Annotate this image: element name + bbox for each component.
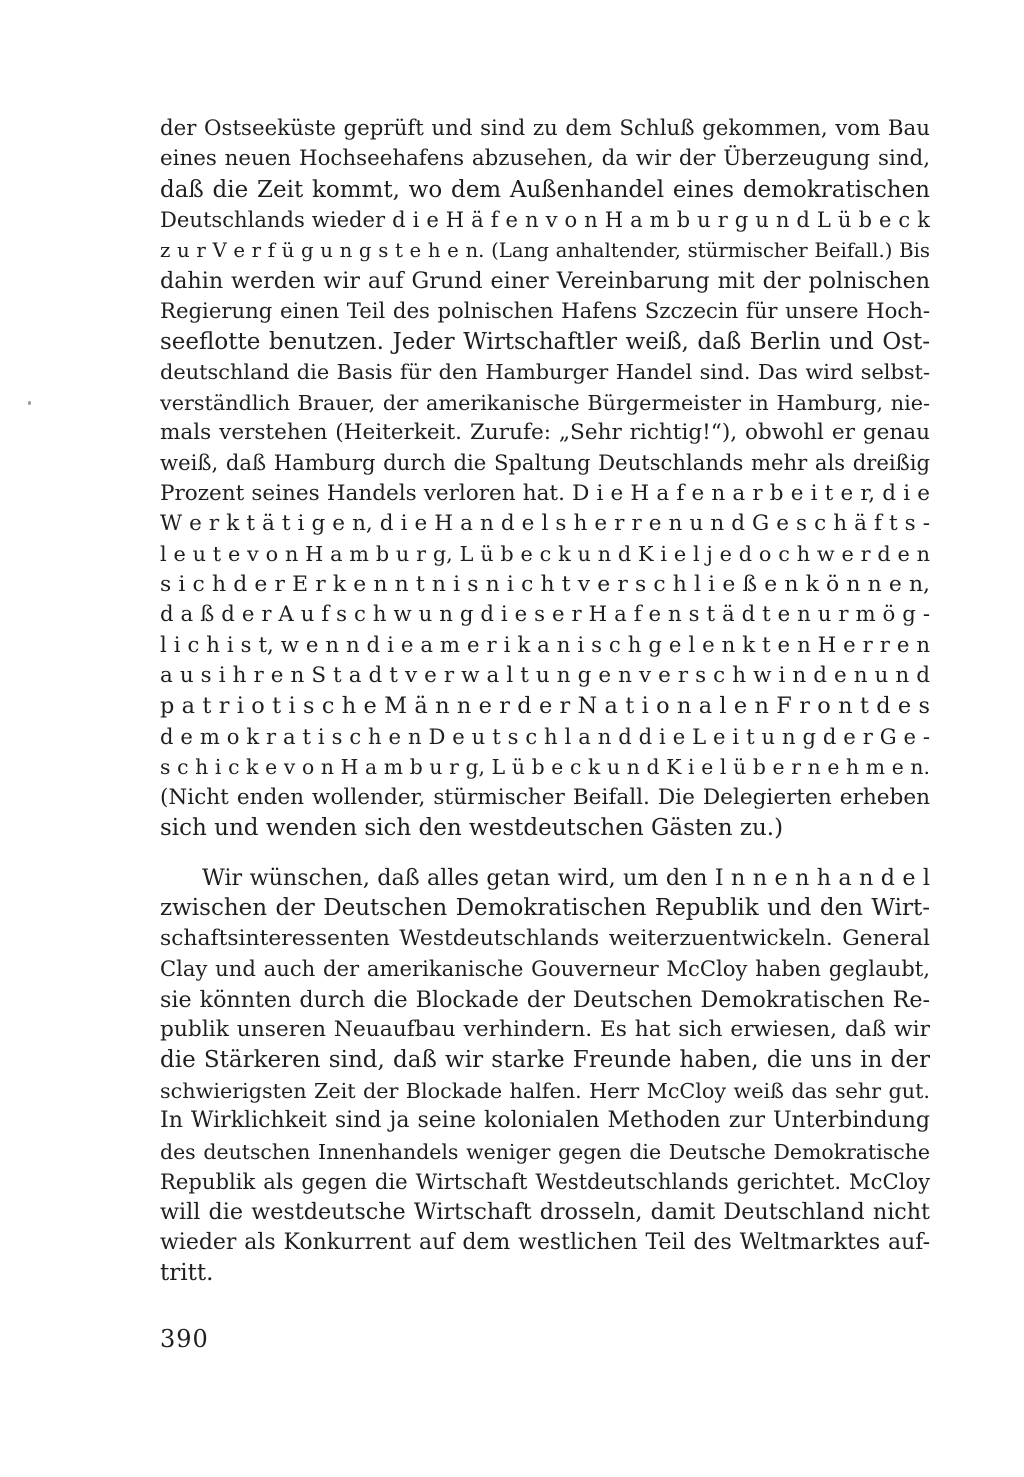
text-line: tritt. xyxy=(160,1260,214,1287)
text-line: z u r V e r f ü g u n g s t e h e n. (Lang anhaltender, stürmischer Beifall.) Bis xyxy=(160,238,930,262)
text-line: weiß, daß Hamburg durch die Spaltung Deutschlands mehr als dreißig xyxy=(160,450,930,476)
text-line: publik unseren Neuaufbau verhindern. Es hat sich erwiesen, daß wir xyxy=(160,1016,930,1042)
text-line: will die westdeutsche Wirtschaft drosseln, damit Deutschland nicht xyxy=(160,1199,930,1226)
text-line: (Nicht enden wollender, stürmischer Beifall. Die Delegierten erheben xyxy=(160,784,930,810)
text-line: eines neuen Hochseehafens abzusehen, da wir der Überzeugung sind, xyxy=(160,146,930,172)
text-line: In Wirklichkeit sind ja seine kolonialen Methoden zur Unterbindung xyxy=(160,1108,930,1134)
text-line: der Ostseeküste geprüft und sind zu dem Schluß gekommen, vom Bau xyxy=(160,116,930,141)
print-speck xyxy=(28,401,31,405)
text-line: des deutschen Innenhandels weniger gegen die Deutsche Demokratische xyxy=(160,1139,930,1164)
text-line: Regierung einen Teil des polnischen Hafens Szczecin für unsere Hoch- xyxy=(160,298,930,324)
text-line: s i c h d e r E r k e n n t n i s n i c h t v e r s c h l i e ß e n k ö n n e n, xyxy=(160,571,930,597)
text-line: daß die Zeit kommt, wo dem Außenhandel eines demokratischen xyxy=(160,176,930,203)
text-line: l i c h i s t, w e n n d i e a m e r i k a n i s c h g e l e n k t e n H e r r e n xyxy=(160,632,930,658)
text-line: wieder als Konkurrent auf dem westlichen Teil des Weltmarktes auf- xyxy=(160,1229,930,1255)
text-line: p a t r i o t i s c h e M ä n n e r d e r N a t i o n a l e n F r o n t d e s xyxy=(160,693,930,720)
text-line: verständlich Brauer, der amerikanische Bürgermeister in Hamburg, nie- xyxy=(160,390,930,415)
page-number: 390 xyxy=(160,1325,209,1353)
text-line: d e m o k r a t i s c h e n D e u t s c h l a n d d i e L e i t u n g d e r G e - xyxy=(160,723,930,749)
text-line: die Stärkeren sind, daß wir starke Freunde haben, die uns in der xyxy=(160,1047,930,1074)
text-line: deutschland die Basis für den Hamburger Handel sind. Das wird selbst- xyxy=(160,360,930,385)
text-line: Wir wünschen, daß alles getan wird, um den I n n e n h a n d e l xyxy=(202,865,930,891)
text-line: Republik als gegen die Wirtschaft Westdeutschlands gerichtet. McCloy xyxy=(160,1168,930,1194)
text-line: Deutschlands wieder d i e H ä f e n v o n H a m b u r g u n d L ü b e c k xyxy=(160,207,930,233)
paragraph-1 xyxy=(160,114,930,843)
text-line: zwischen der Deutschen Demokratischen Republik und den Wirt- xyxy=(160,895,930,922)
text-line: s c h i c k e v o n H a m b u r g, L ü b e c k u n d K i e l ü b e r n e h m e n. xyxy=(160,755,930,780)
text-line: schwierigsten Zeit der Blockade halfen. Herr McCloy weiß das sehr gut. xyxy=(160,1078,930,1103)
text-line: l e u t e v o n H a m b u r g, L ü b e c k u n d K i e l j e d o c h w e r d e n xyxy=(160,542,930,567)
text-line: d a ß d e r A u f s c h w u n g d i e s e r H a f e n s t ä d t e n u r m ö g - xyxy=(160,602,930,628)
text-line: sich und wenden sich den westdeutschen Gästen zu.) xyxy=(160,814,784,841)
text-line: a u s i h r e n S t a d t v e r w a l t u n g e n v e r s c h w i n d e n u n d xyxy=(160,663,930,689)
text-line: mals verstehen (Heiterkeit. Zurufe: „Sehr richtig!“), obwohl er genau xyxy=(160,419,930,445)
text-line: Clay und auch der amerikanische Gouverneur McCloy haben geglaubt, xyxy=(160,956,930,982)
paragraph-2 xyxy=(160,863,930,1288)
text-line: dahin werden wir auf Grund einer Vereinbarung mit der polnischen xyxy=(160,267,930,294)
text-line: schaftsinteressenten Westdeutschlands weiterzuentwickeln. General xyxy=(160,925,930,951)
text-line: Prozent seines Handels verloren hat. D i e H a f e n a r b e i t e r, d i e xyxy=(160,480,930,506)
text-line: sie könnten durch die Blockade der Deutschen Demokratischen Re- xyxy=(160,986,930,1013)
text-line: seeflotte benutzen. Jeder Wirtschaftler weiß, daß Berlin und Ost- xyxy=(160,328,930,355)
text-line: W e r k t ä t i g e n, d i e H a n d e l s h e r r e n u n d G e s c h ä f t s - xyxy=(160,511,930,537)
